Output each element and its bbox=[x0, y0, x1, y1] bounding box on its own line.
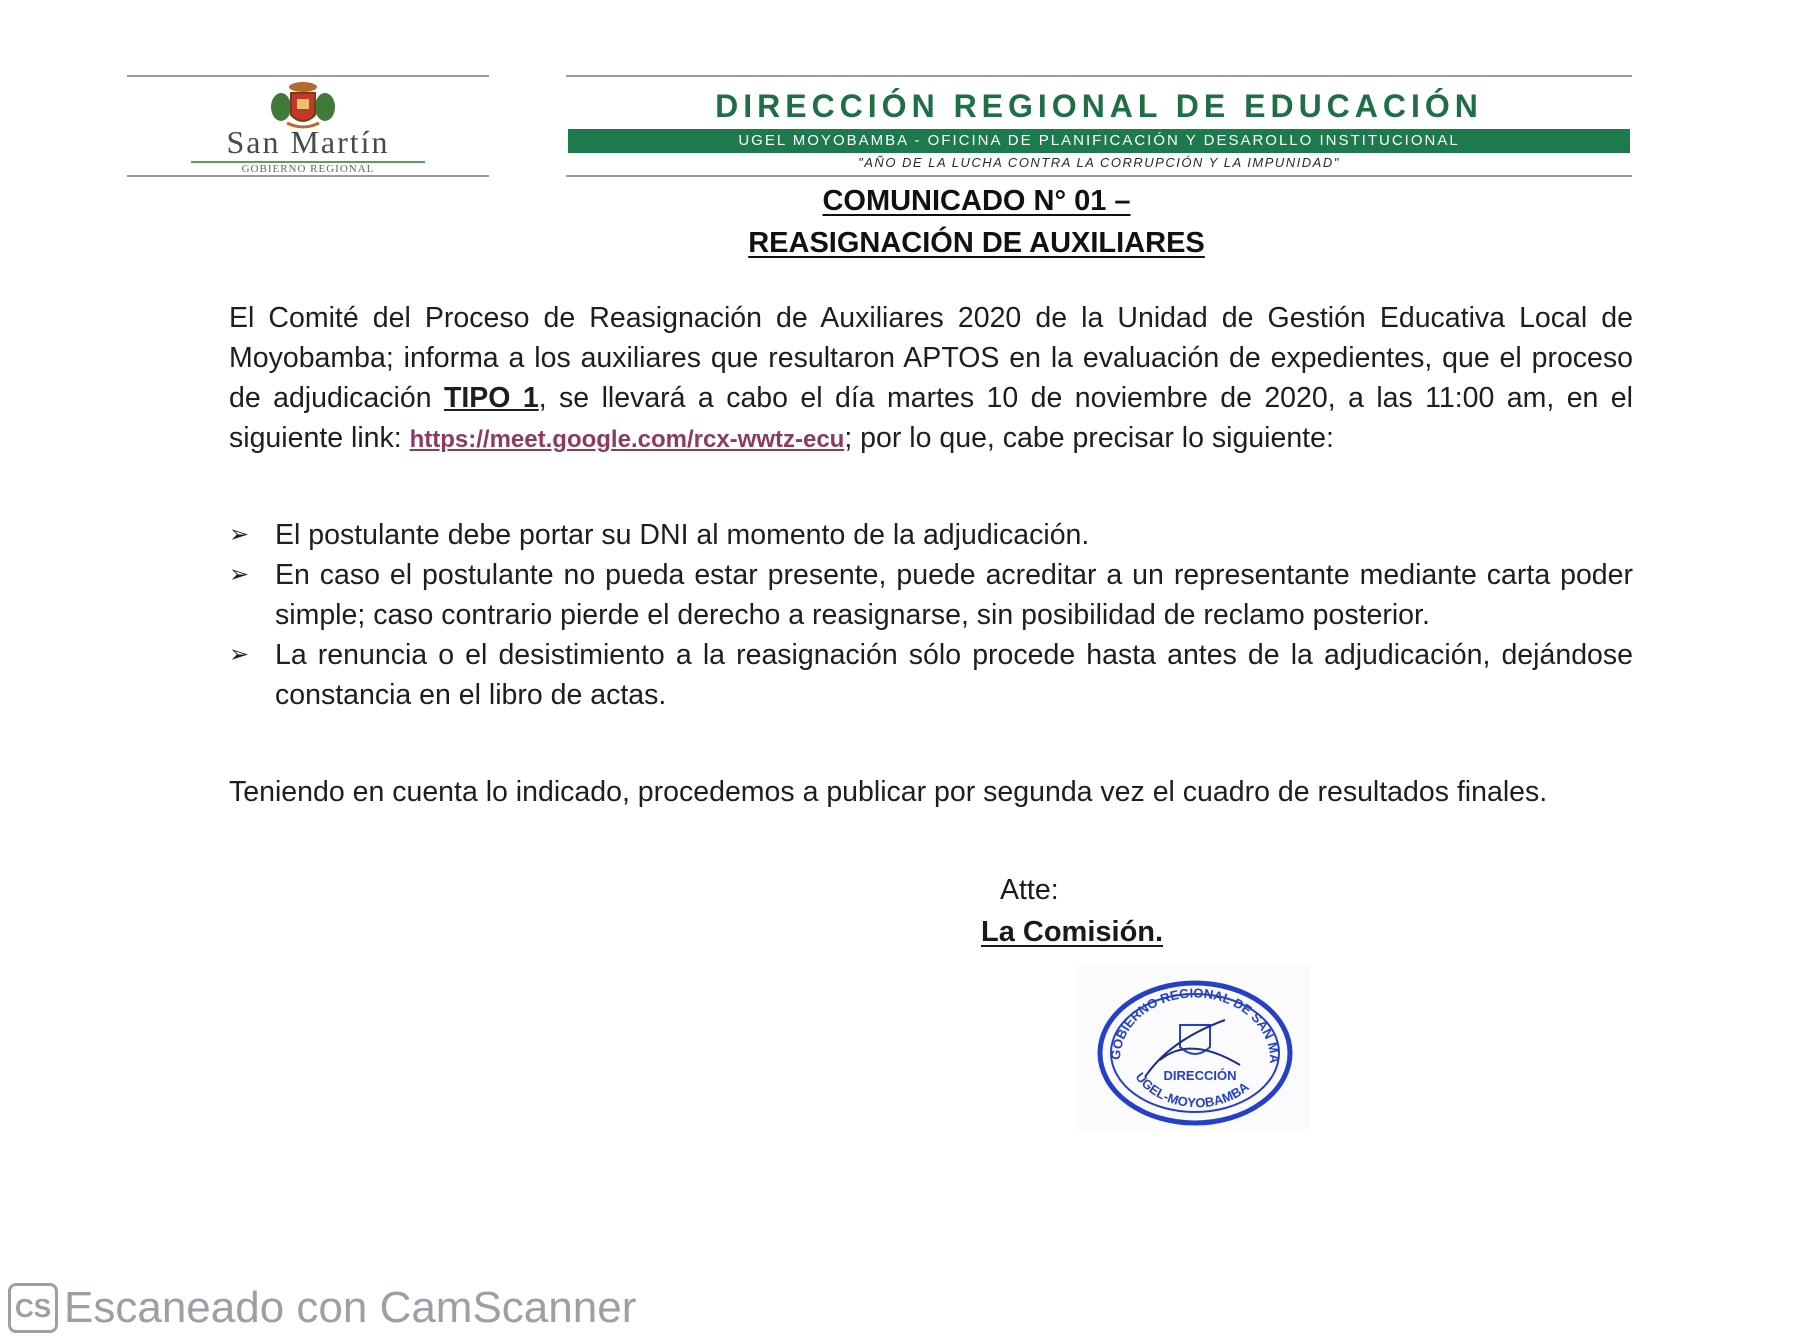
list-item-text: En caso el postulante no pueda estar presente, puede acreditar a un representante mediante carta poder simple; caso contrario pierde el derecho a reasignarse, sin posibilidad de reclamo posterior. bbox=[275, 559, 1633, 631]
regional-government-logo bbox=[127, 75, 489, 177]
intro-paragraph bbox=[229, 298, 1633, 460]
arrow-bullet-icon: ➢ bbox=[229, 561, 250, 588]
list-item-text: La renuncia o el desistimiento a la reasignación sólo procede hasta antes de la adjudicación, dejándose constancia en el libro de actas. bbox=[275, 639, 1633, 711]
stamp-text-top: GOBIERNO REGIONAL DE SAN MA bbox=[1107, 985, 1283, 1064]
list-item bbox=[229, 635, 1633, 715]
stamp-seal-icon bbox=[1075, 965, 1310, 1130]
logo-subtitle: GOBIERNO REGIONAL bbox=[241, 163, 375, 175]
salutation: Atte: bbox=[1000, 874, 1059, 906]
arrow-bullet-icon: ➢ bbox=[229, 641, 250, 668]
document-title: COMUNICADO N° 01 – bbox=[822, 185, 1131, 217]
intro-text-3: ; por lo que, cabe precisar lo siguiente: bbox=[844, 422, 1334, 454]
camscanner-watermark bbox=[8, 1278, 636, 1338]
intro-text-2: , se llevará a cabo el día martes 10 de noviembre de 2020, a las 11:00 am, en el siguiente link: bbox=[229, 382, 1633, 454]
adjudication-type: TIPO 1 bbox=[443, 382, 539, 414]
institution-header bbox=[566, 75, 1632, 177]
intro-text-1: El Comité del Proceso de Reasignación de Auxiliares 2020 de la Unidad de Gestión Educativa Local de Moyobamba; informa a los auxiliares que resultaron APTOS en la evaluación de expedientes, que el proceso de adjudicación bbox=[229, 302, 1633, 414]
institution-bar bbox=[568, 129, 1630, 153]
camscanner-icon: CS bbox=[8, 1283, 58, 1333]
logo-name: San Martín bbox=[226, 124, 390, 160]
institution-title: DIRECCIÓN REGIONAL DE EDUCACIÓN bbox=[715, 88, 1483, 124]
official-stamp bbox=[1075, 965, 1310, 1130]
meeting-link[interactable]: https://meet.google.com/rcx-wwtz-ecu bbox=[409, 426, 845, 453]
year-motto: "AÑO DE LA LUCHA CONTRA LA CORRUPCIÓN Y LA IMPUNIDAD" bbox=[858, 155, 1340, 170]
list-item-text: El postulante debe portar su DNI al momento de la adjudicación. bbox=[275, 519, 1090, 551]
closing-paragraph: Teniendo en cuenta lo indicado, procedemos a publicar por segunda vez el cuadro de resultados finales. bbox=[229, 776, 1548, 808]
watermark-text: Escaneado con CamScanner bbox=[64, 1283, 637, 1332]
arrow-bullet-icon: ➢ bbox=[229, 521, 250, 548]
document-subtitle: REASIGNACIÓN DE AUXILIARES bbox=[748, 227, 1205, 259]
list-item bbox=[229, 515, 1633, 555]
stamp-text-center: DIRECCIÓN bbox=[1163, 1068, 1237, 1083]
signature-commission: La Comisión. bbox=[981, 916, 1164, 948]
stamp-text-bottom: UGEL-MOYOBAMBA bbox=[1132, 1069, 1252, 1111]
institution-bar-text: UGEL MOYOBAMBA - OFICINA DE PLANIFICACIÓN Y DESAROLLO INSTITUCIONAL bbox=[738, 132, 1460, 149]
requirements-list bbox=[229, 515, 1633, 715]
list-item bbox=[229, 555, 1633, 635]
